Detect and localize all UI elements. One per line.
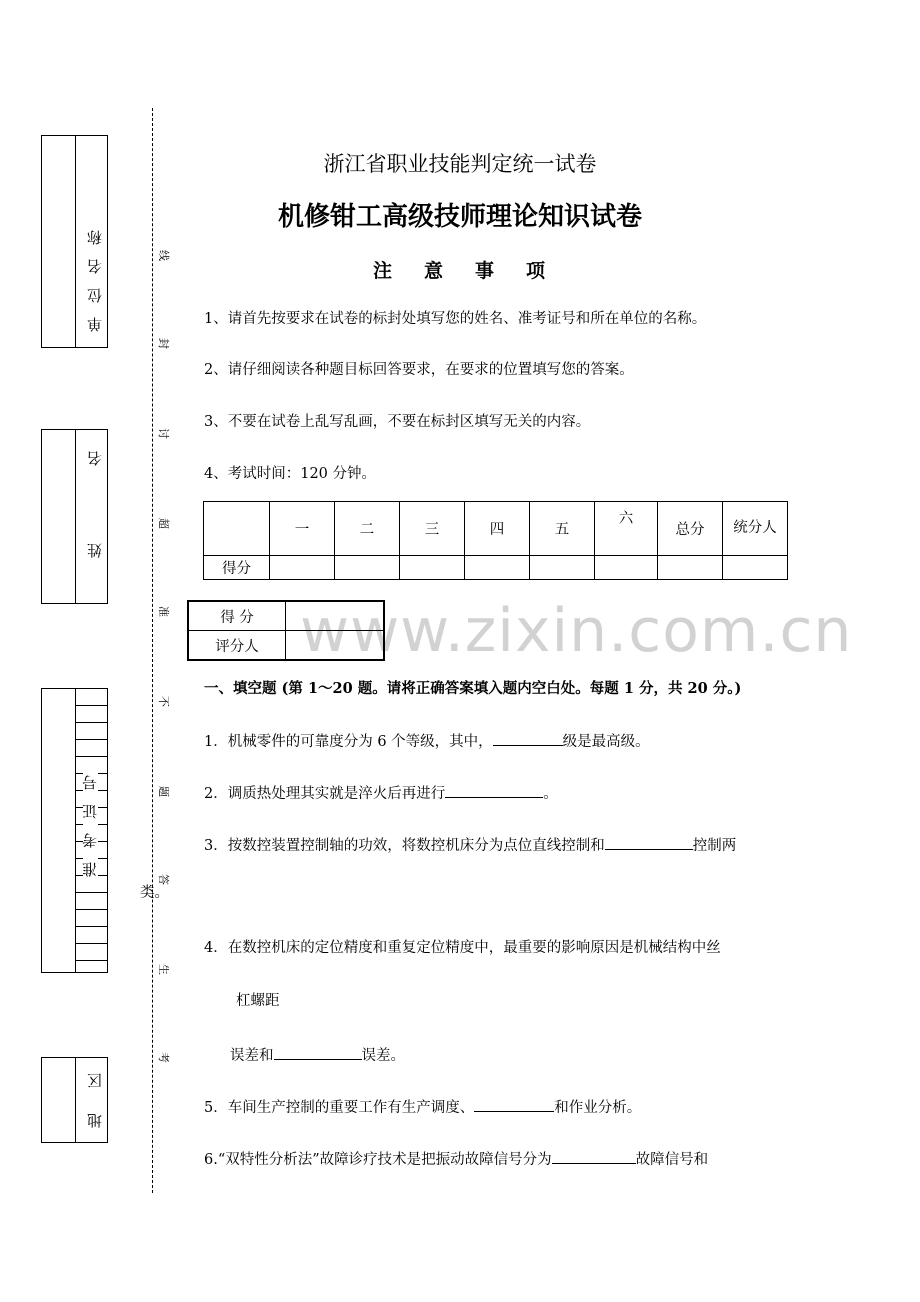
question-1-text: 1．机械零件的可靠度分为 6 个等级，其中，: [204, 734, 493, 750]
unit-name-box: [41, 135, 108, 348]
question-3-text-end: 控制两: [692, 838, 737, 854]
notice-char: 注: [372, 260, 394, 282]
score-cell[interactable]: [530, 556, 595, 580]
grader-name-label: 评分人: [188, 631, 286, 661]
score-header-cell: 六: [595, 502, 658, 556]
score-header-cell: 一: [270, 502, 335, 556]
question-2: [204, 783, 558, 803]
instruction-3: 3、不要在试卷上乱写乱画，不要在标封区填写无关的内容。: [204, 414, 591, 430]
seal-char: 封: [157, 338, 170, 349]
score-header-cell: 五: [530, 502, 595, 556]
name-box: [41, 415, 108, 604]
score-cell[interactable]: [270, 556, 335, 580]
seal-char: 考: [157, 1052, 170, 1063]
seal-char: 讨: [157, 428, 170, 439]
question-5-blank[interactable]: [474, 1097, 554, 1112]
seal-char: 不: [157, 696, 170, 707]
question-4-blank[interactable]: [274, 1045, 362, 1060]
question-2-blank[interactable]: [445, 783, 543, 798]
question-3: [204, 835, 736, 855]
instruction-2: 2、请仔细阅读各种题目标回答要求，在要求的位置填写您的答案。: [204, 362, 634, 378]
score-cell[interactable]: [595, 556, 658, 580]
question-6: [204, 1149, 708, 1169]
notice-char: 意: [423, 260, 445, 282]
question-4: 4．在数控机床的定位精度和重复定位精度中，最重要的影响原因是机械结构中丝: [204, 940, 721, 956]
exam-number-label: 准考证号: [81, 761, 99, 877]
seal-char: 生: [157, 964, 170, 975]
score-cell[interactable]: [658, 556, 723, 580]
section-1-title: 一、填空题 (第 1～20 题。请将正确答案填入题内空白处。每题 1 分，共 20 分。): [204, 680, 742, 697]
question-6-blank[interactable]: [552, 1149, 636, 1164]
seal-dashed-line: [152, 108, 153, 1193]
score-cell[interactable]: [400, 556, 465, 580]
question-5-text: 5．车间生产控制的重要工作有生产调度、: [204, 1100, 475, 1116]
score-header-cell: 统分人: [723, 502, 788, 556]
question-1-blank[interactable]: [493, 731, 563, 746]
instruction-1: 1、请首先按要求在试卷的标封处填写您的姓名、准考证号和所在单位的名称。: [204, 311, 707, 327]
question-2-text: 2．调质热处理其实就是淬火后再进行: [204, 786, 446, 802]
question-4-line-3: [230, 1045, 405, 1065]
score-header-cell: 三: [400, 502, 465, 556]
grader-name-cell[interactable]: [286, 631, 385, 661]
question-5: [204, 1097, 641, 1117]
question-3-wrap: 类。: [140, 885, 169, 901]
question-4-text: 误差和: [230, 1048, 274, 1064]
question-3-blank[interactable]: [605, 835, 693, 850]
exam-number-box: [41, 688, 108, 973]
notice-char: 事: [475, 260, 497, 282]
score-table: [203, 501, 788, 580]
score-header-cell: 总分: [658, 502, 723, 556]
question-2-text-end: 。: [543, 786, 558, 802]
question-1-text-end: 级是最高级。: [562, 734, 650, 750]
notice-char: 项: [526, 260, 548, 282]
grader-score-label: 得 分: [188, 601, 286, 631]
watermark: www.zixin.com.cn: [300, 596, 853, 666]
region-label: 地 区: [86, 1063, 104, 1128]
notice-heading: [200, 256, 720, 283]
seal-char: 超: [157, 518, 170, 529]
question-5-text-end: 和作业分析。: [554, 1100, 642, 1116]
seal-char: 题: [157, 786, 170, 797]
name-label: 姓 名: [86, 415, 104, 558]
score-cell[interactable]: [465, 556, 530, 580]
seal-char: 线: [157, 250, 170, 261]
question-6-text: 6.“双特性分析法”故障诊疗技术是把振动故障信号分为: [204, 1152, 552, 1168]
score-cell[interactable]: [723, 556, 788, 580]
seal-char: 答: [157, 874, 170, 885]
question-3-text: 3．按数控装置控制轴的功效，将数控机床分为点位直线控制和: [204, 838, 605, 854]
score-header-cell: [204, 502, 270, 556]
instruction-4: 4、考试时间：120 分钟。: [204, 466, 377, 482]
score-header-cell: 四: [465, 502, 530, 556]
question-6-text-end: 故障信号和: [635, 1152, 709, 1168]
unit-name-label: 单位名称: [86, 216, 104, 332]
score-row-label: 得分: [204, 556, 270, 580]
seal-char: 准: [157, 606, 170, 617]
question-1: [204, 731, 650, 751]
region-box: [41, 1057, 108, 1143]
exam-subtitle: 浙江省职业技能判定统一试卷: [323, 152, 597, 176]
score-cell[interactable]: [335, 556, 400, 580]
grader-table: [187, 600, 385, 661]
exam-title: 机修钳工高级技师理论知识试卷: [277, 202, 642, 232]
score-header-cell: 二: [335, 502, 400, 556]
question-4-text-end: 误差。: [361, 1048, 405, 1064]
grader-score-cell[interactable]: [286, 601, 385, 631]
question-4-line-2: 杠螺距: [236, 993, 280, 1009]
